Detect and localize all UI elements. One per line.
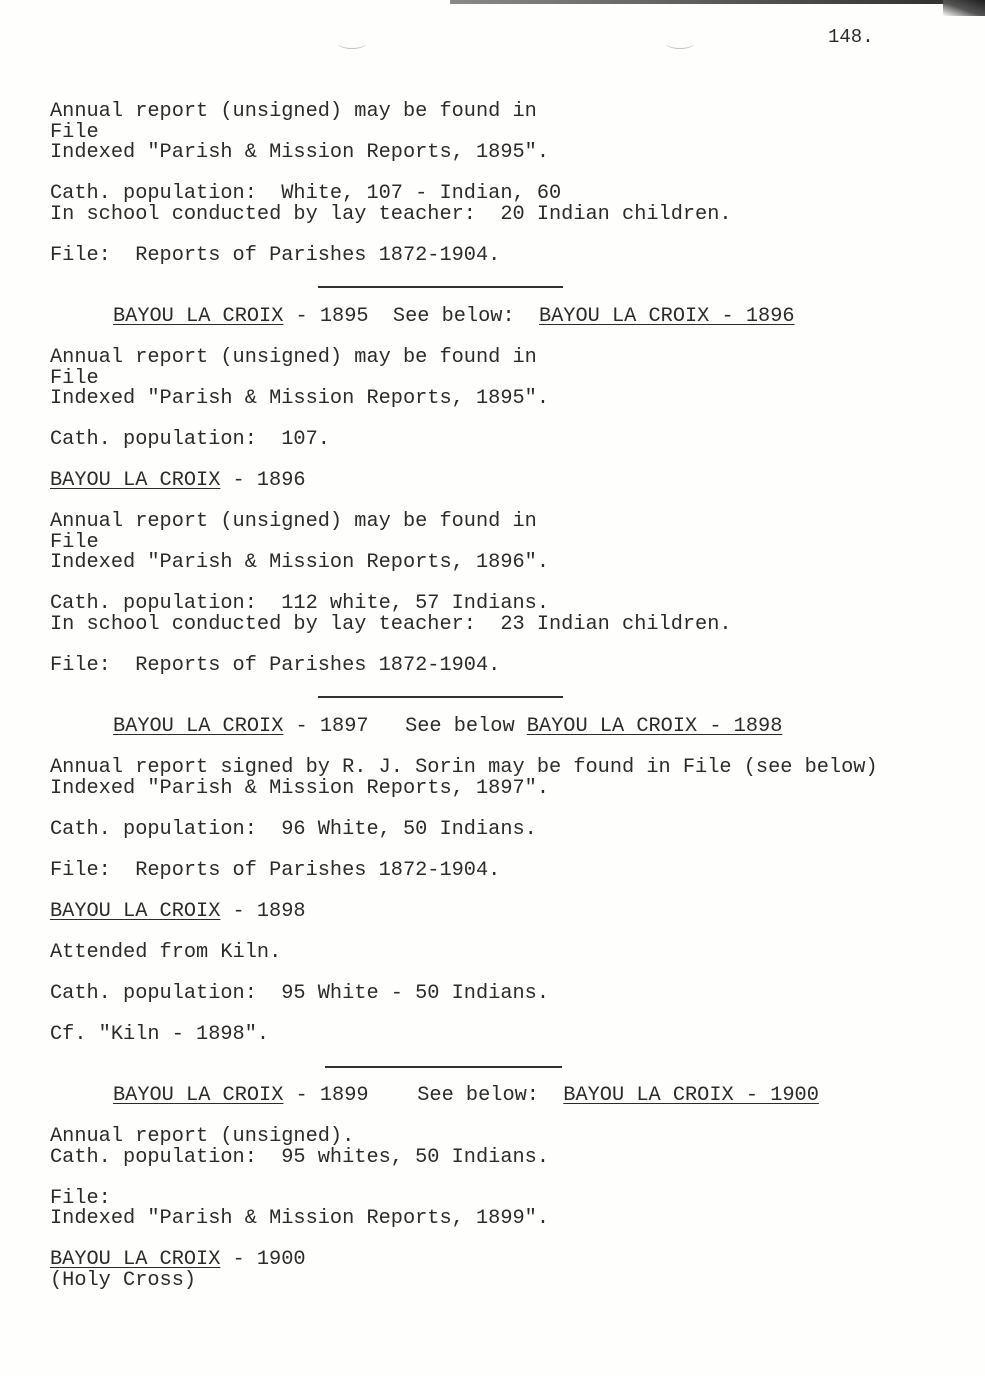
see-below-label: See below: <box>417 1084 539 1107</box>
punch-hole-shadow <box>338 38 366 49</box>
file-label: File: <box>50 1186 111 1210</box>
annual-report-line: Annual report (unsigned) may be found in <box>50 100 537 123</box>
file-reference-line: File: Reports of Parishes 1872-1904. <box>50 243 501 267</box>
scan-corner-shadow <box>943 0 985 16</box>
indexed-line: Indexed "Parish & Mission Reports, 1897". <box>50 776 549 800</box>
annual-report-line: Annual report (unsigned) may be found in <box>50 346 537 369</box>
file-label: File <box>50 530 99 554</box>
entry-heading <box>50 1086 950 1107</box>
population-line: Cath. population: 112 white, 57 Indians. <box>50 592 549 615</box>
horizontal-rule <box>325 1066 562 1068</box>
entry-year: - 1897 <box>295 715 369 738</box>
entry-year: - 1899 <box>295 1084 369 1107</box>
school-line: In school conducted by lay teacher: 23 Indian children. <box>50 612 732 636</box>
cross-reference-line: Cf. "Kiln - 1898". <box>50 1022 270 1046</box>
entry-heading <box>50 307 950 328</box>
population-line: Cath. population: 95 White - 50 Indians. <box>50 981 549 1005</box>
indexed-line: Indexed "Parish & Mission Reports, 1895". <box>50 387 549 410</box>
entry-title: BAYOU LA CROIX <box>113 1084 284 1107</box>
entry-title: BAYOU LA CROIX <box>113 305 284 328</box>
scan-edge-shadow <box>450 0 985 4</box>
punch-hole-shadow <box>666 38 694 49</box>
horizontal-rule <box>318 286 563 288</box>
see-below-label: See below <box>405 715 515 738</box>
indexed-line: Indexed "Parish & Mission Reports, 1896". <box>50 551 549 574</box>
sub-entry-title: BAYOU LA CROIX <box>50 469 221 492</box>
population-line: Cath. population: 107. <box>50 428 330 451</box>
sub-entry-year: - 1900 <box>232 1248 306 1271</box>
parish-name-note: (Holy Cross) <box>50 1268 197 1292</box>
annual-report-line: Annual report (unsigned) may be found in <box>50 510 537 533</box>
entry-year: - 1895 <box>295 305 369 328</box>
sub-entry-title: BAYOU LA CROIX <box>50 899 221 923</box>
cross-reference: BAYOU LA CROIX - 1900 <box>563 1084 819 1107</box>
cross-reference: BAYOU LA CROIX - 1896 <box>538 305 795 328</box>
sub-entry-heading <box>50 1250 950 1271</box>
population-line: Cath. population: White, 107 - Indian, 60 <box>50 182 562 205</box>
indexed-line: Indexed "Parish & Mission Reports, 1895". <box>50 141 549 164</box>
school-line: In school conducted by lay teacher: 20 Indian children. <box>50 202 732 226</box>
section-divider <box>50 676 950 717</box>
file-label: File <box>50 120 99 144</box>
sub-entry-title: BAYOU LA CROIX <box>50 1248 221 1271</box>
sub-entry-heading <box>50 471 950 492</box>
section-divider <box>50 1045 950 1086</box>
entry-heading <box>50 717 950 738</box>
entry-title: BAYOU LA CROIX <box>113 715 284 738</box>
sub-entry-year: - 1898 <box>232 899 306 923</box>
population-line: Cath. population: 96 White, 50 Indians. <box>50 817 537 841</box>
document-body <box>50 102 950 1291</box>
section-divider <box>50 266 950 307</box>
horizontal-rule <box>318 696 563 698</box>
attended-line: Attended from Kiln. <box>50 940 282 964</box>
cross-reference: BAYOU LA CROIX - 1898 <box>526 715 783 738</box>
file-reference-line: File: Reports of Parishes 1872-1904. <box>50 653 501 677</box>
entry-1899 <box>50 1086 950 1291</box>
population-line: Cath. population: 95 whites, 50 Indians. <box>50 1145 549 1169</box>
sub-entry-year: - 1896 <box>232 469 306 492</box>
file-reference-line: File: Reports of Parishes 1872-1904. <box>50 858 501 882</box>
file-label: File <box>50 366 99 390</box>
indexed-line: Indexed "Parish & Mission Reports, 1899". <box>50 1207 549 1230</box>
annual-report-line: Annual report (unsigned). <box>50 1125 355 1148</box>
annual-report-line: Annual report signed by R. J. Sorin may be found in File (see below) <box>50 756 878 779</box>
see-below-label: See below: <box>392 305 515 328</box>
continuation-entry <box>50 102 950 266</box>
page-number: 148. <box>828 26 874 48</box>
sub-entry-heading <box>50 899 950 923</box>
entry-1897 <box>50 717 950 1045</box>
entry-1895 <box>50 307 950 676</box>
